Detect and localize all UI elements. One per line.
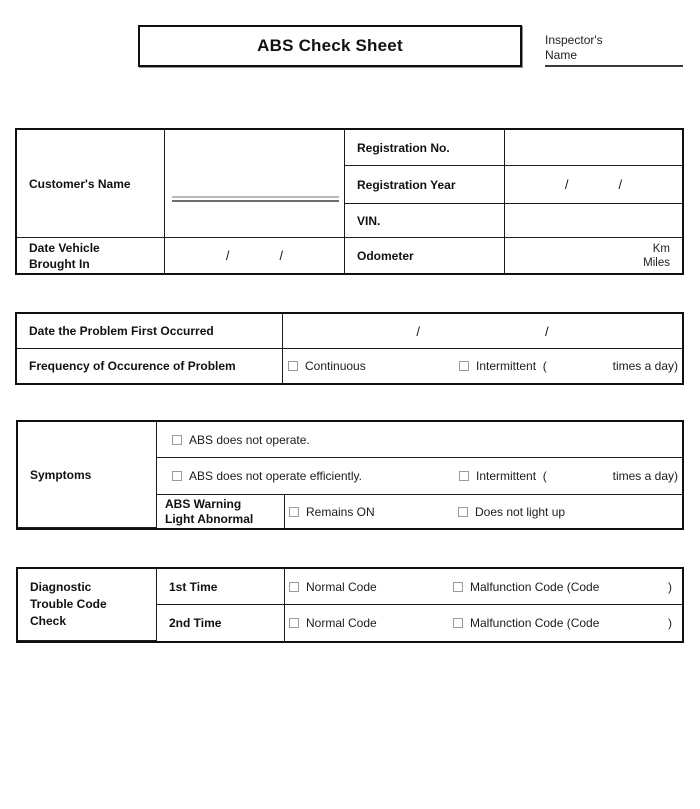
slash: / <box>279 248 284 263</box>
slash: / <box>545 323 549 339</box>
first-time-label: 1st Time <box>169 579 218 594</box>
normal-code-2-option <box>285 616 377 630</box>
date-first-occurred-label-cell <box>17 314 283 349</box>
malfunction-code-1-checkbox[interactable] <box>453 582 463 592</box>
registration-no-field[interactable] <box>505 130 682 166</box>
intermittent-label: Intermittent ( <box>476 359 547 373</box>
vehicle-info-table <box>15 128 684 275</box>
malfunction-code-1-label: Malfunction Code (Code <box>470 579 600 594</box>
page-title: ABS Check Sheet <box>257 36 403 55</box>
abs-not-operate-option <box>157 433 310 447</box>
date-brought-in-label <box>29 240 100 272</box>
continuous-checkbox[interactable] <box>288 361 298 371</box>
slash: / <box>618 177 623 192</box>
inspector-label-line2: Name <box>545 48 578 62</box>
normal-code-1-option <box>285 580 377 594</box>
normal-code-1-label: Normal Code <box>306 579 377 594</box>
frequency-label: Frequency of Occurence of Problem <box>29 359 236 373</box>
normal-code-1-checkbox[interactable] <box>289 582 299 592</box>
abs-not-operate-option-cell <box>157 422 682 458</box>
vin-label: VIN. <box>357 213 381 228</box>
warning-light-label-line2: Light Abnormal <box>165 511 254 526</box>
normal-code-2-checkbox[interactable] <box>289 618 299 628</box>
does-not-light-label: Does not light up <box>475 504 566 519</box>
malfunction-code-2-suffix: ) <box>668 616 672 630</box>
date-brought-in-label-line1: Date Vehicle <box>29 240 100 255</box>
vin-field[interactable] <box>505 204 682 238</box>
diagnostic-label-cell <box>18 569 157 641</box>
diagnostic-label <box>30 579 107 630</box>
diagnostic-label-line2: Trouble Code <box>30 597 107 611</box>
symptoms-intermittent-option <box>459 458 678 494</box>
second-time-label: 2nd Time <box>169 616 222 630</box>
diagnostic-label-line3: Check <box>30 614 67 628</box>
abs-not-operate-label: ABS does not operate. <box>189 432 310 447</box>
frequency-options-cell <box>283 349 682 383</box>
malfunction-code-2-checkbox[interactable] <box>453 618 463 628</box>
odometer-unit-km: Km <box>652 242 670 255</box>
customer-name-label: Customer's Name <box>29 176 131 191</box>
intermittent-times-suffix: times a day) <box>612 359 678 373</box>
warning-light-label-line1: ABS Warning <box>165 496 242 511</box>
odometer-unit-miles: Miles <box>643 256 670 269</box>
slash: / <box>416 323 420 339</box>
malfunction-code-1-option <box>453 569 672 604</box>
frequency-label-cell <box>17 349 283 383</box>
registration-year-label-cell <box>345 166 505 204</box>
remains-on-option <box>285 505 375 519</box>
second-time-options-cell <box>285 605 682 641</box>
inspector-name-field[interactable] <box>545 33 683 67</box>
slash: / <box>564 177 569 192</box>
symptoms-label: Symptoms <box>30 467 92 482</box>
problem-occurrence-table <box>15 312 684 385</box>
warning-light-label <box>165 497 253 527</box>
abs-not-efficient-option-cell <box>157 458 682 495</box>
intermittent-option <box>459 349 678 383</box>
malfunction-code-2-option <box>453 605 672 641</box>
customer-name-field[interactable] <box>165 130 345 238</box>
first-time-options-cell <box>285 569 682 605</box>
abs-not-efficient-label: ABS does not operate efficiently. <box>189 469 362 483</box>
remains-on-checkbox[interactable] <box>289 507 299 517</box>
date-brought-in-label-line2: Brought In <box>29 256 90 271</box>
registration-no-label: Registration No. <box>357 140 450 155</box>
odometer-label: Odometer <box>357 248 414 263</box>
date-brought-in-field[interactable] <box>165 238 345 273</box>
symptoms-table <box>16 420 684 530</box>
abs-not-efficient-checkbox[interactable] <box>172 471 182 481</box>
vin-label-cell <box>345 204 505 238</box>
inspector-label-line1: Inspector's <box>545 33 603 47</box>
abs-not-efficient-option <box>157 469 362 483</box>
symptoms-intermittent-times-suffix: times a day) <box>612 469 678 483</box>
diagnostic-code-table <box>16 567 684 643</box>
normal-code-2-label: Normal Code <box>306 616 377 630</box>
title-box <box>138 25 522 67</box>
continuous-label: Continuous <box>305 359 366 373</box>
warning-light-label-cell <box>157 495 285 528</box>
customer-name-label-cell <box>17 130 165 238</box>
odometer-label-cell <box>345 238 505 273</box>
registration-year-field[interactable] <box>505 166 682 204</box>
abs-not-operate-checkbox[interactable] <box>172 435 182 445</box>
does-not-light-checkbox[interactable] <box>458 507 468 517</box>
does-not-light-option <box>458 495 565 528</box>
date-brought-in-label-cell <box>17 238 165 273</box>
warning-light-options-cell <box>285 495 682 528</box>
continuous-option <box>283 359 366 373</box>
intermittent-checkbox[interactable] <box>459 361 469 371</box>
symptoms-intermittent-checkbox[interactable] <box>459 471 469 481</box>
symptoms-label-cell <box>18 422 157 528</box>
malfunction-code-2-label: Malfunction Code (Code <box>470 616 600 630</box>
slash: / <box>225 248 230 263</box>
remains-on-label: Remains ON <box>306 504 375 519</box>
date-first-occurred-field[interactable] <box>283 314 682 349</box>
second-time-label-cell <box>157 605 285 641</box>
malfunction-code-1-suffix: ) <box>668 579 672 594</box>
registration-year-label: Registration Year <box>357 177 456 192</box>
diagnostic-label-line1: Diagnostic <box>30 580 92 594</box>
date-first-occurred-label: Date the Problem First Occurred <box>29 324 214 338</box>
registration-no-label-cell <box>345 130 505 166</box>
symptoms-intermittent-label: Intermittent ( <box>476 469 547 483</box>
customer-name-write-line <box>172 196 339 202</box>
odometer-field[interactable] <box>505 238 682 273</box>
first-time-label-cell <box>157 569 285 605</box>
